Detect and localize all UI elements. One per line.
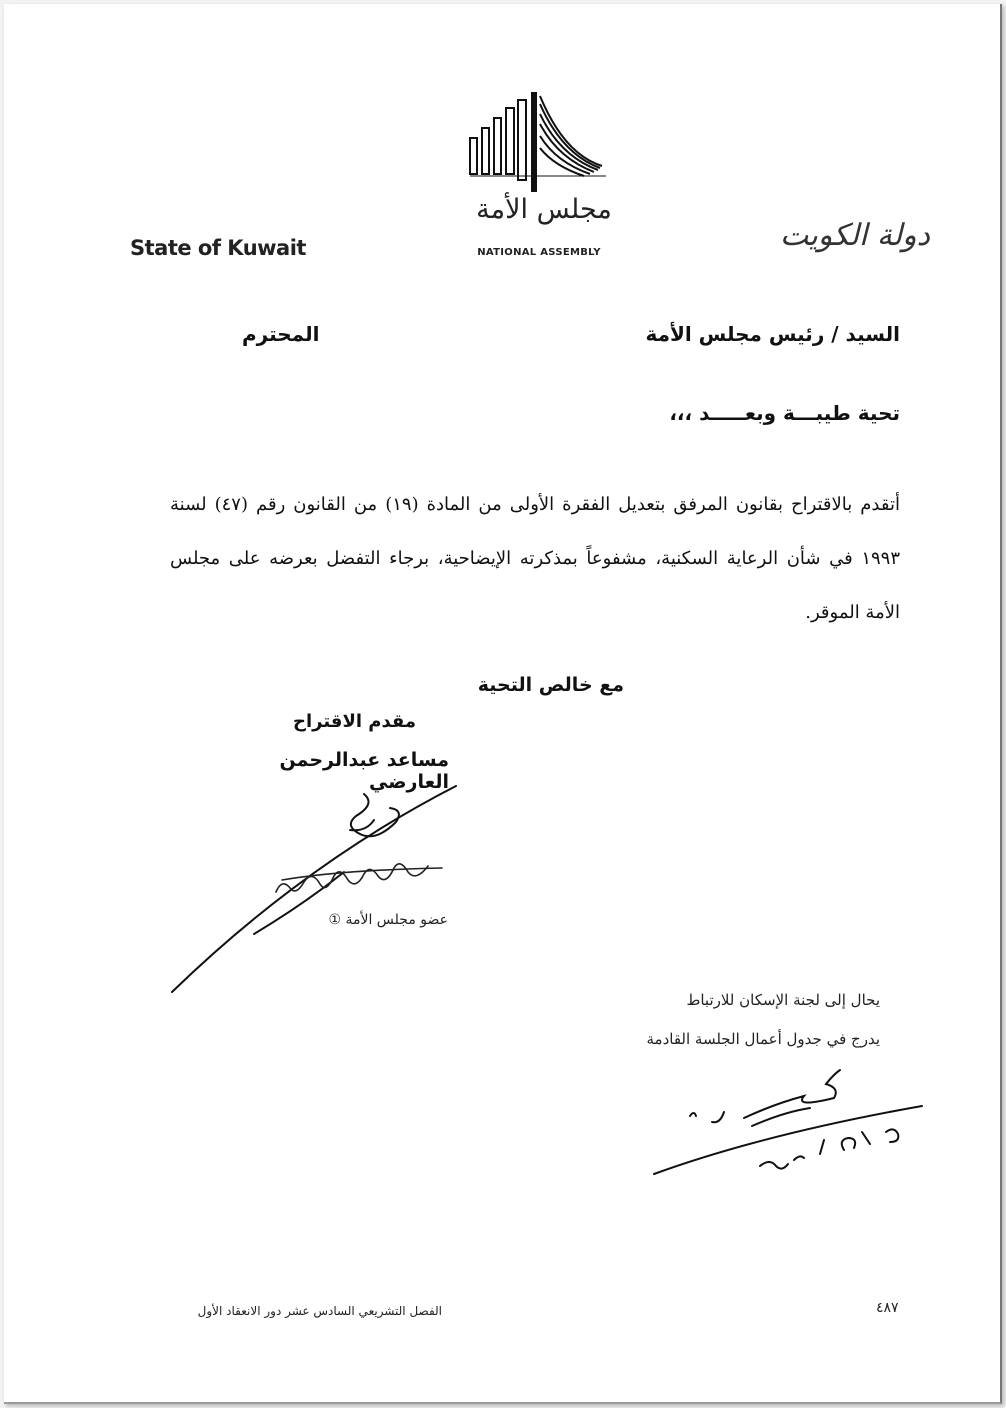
legislative-session: الفصل التشريعي السادس عشر دور الانعقاد الأول: [197, 1304, 442, 1318]
referral-line-1: يحال إلى لجنة الإسكان للارتباط: [686, 991, 880, 1009]
salutation: السيد / رئيس مجلس الأمة: [645, 322, 900, 346]
document-page: [4, 4, 1002, 1404]
letter-body: أتقدم بالاقتراح بقانون المرفق بتعديل الفقرة الأولى من المادة (١٩) من القانون رقم (٤٧) لسنة ١٩٩٣ في شأن الرعاية السكنية، مشفوعاً بمذكرته الإيضاحية، برجاء التفضل بعرضه على مجلس الأمة الموقر.: [170, 494, 900, 623]
state-of-kuwait-ar: دولة الكويت: [780, 218, 930, 253]
national-assembly-ar: مجلس الأمة: [476, 194, 612, 225]
page-number: ٤٨٧: [876, 1300, 899, 1316]
member-stamp: عضو مجلس الأمة ①: [328, 912, 448, 928]
national-assembly-en: NATIONAL ASSEMBLY: [477, 247, 601, 258]
greeting: تحية طيبـــة وبعـــــد ،،،: [669, 401, 900, 425]
state-of-kuwait-en: State of Kuwait: [130, 236, 306, 260]
handwritten-date-signature-icon: [4, 4, 1000, 1402]
respected-title: المحترم: [242, 322, 320, 346]
proposer-name: مساعد عبدالرحمن العارضي: [279, 749, 449, 793]
proposer-label: مقدم الاقتراح: [292, 711, 416, 732]
closing-line: مع خالص التحية: [477, 674, 624, 696]
referral-line-2: يدرج في جدول أعمال الجلسة القادمة: [646, 1030, 880, 1048]
